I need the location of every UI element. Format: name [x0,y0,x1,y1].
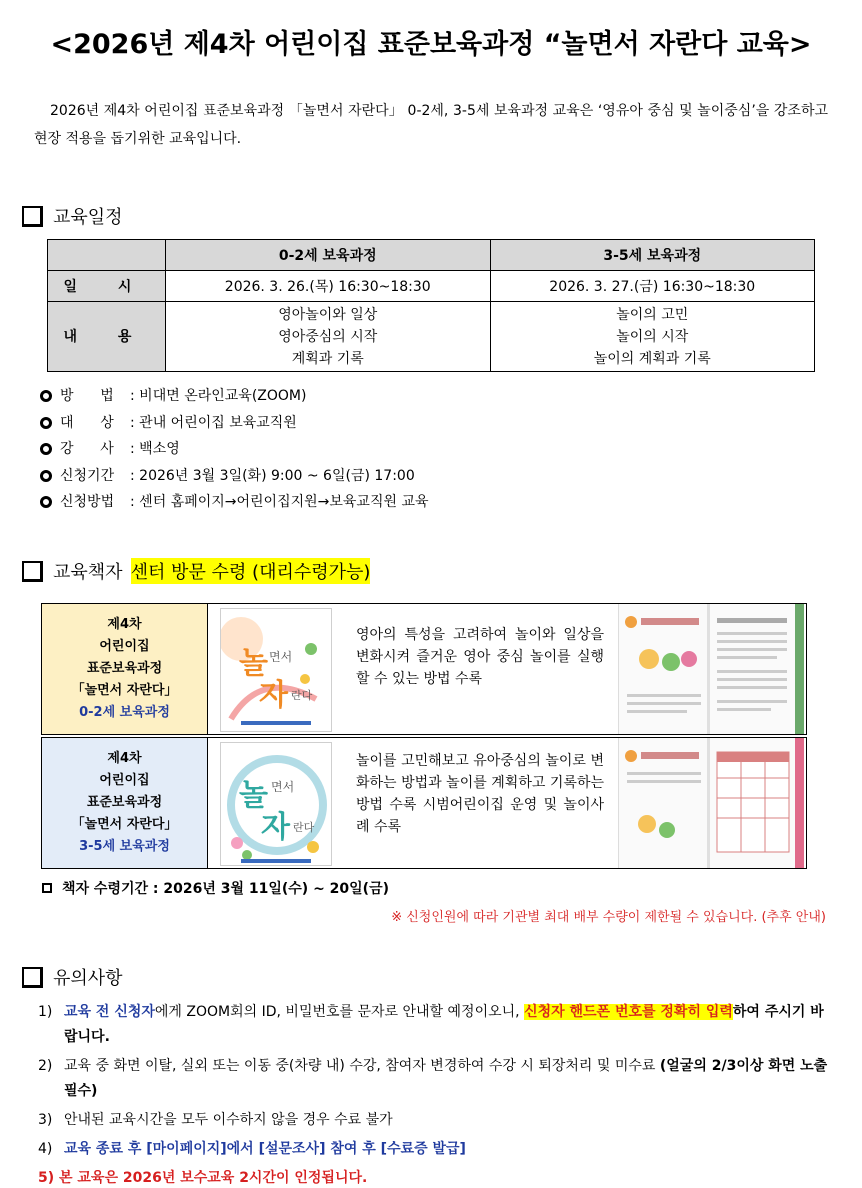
bullet-circle-icon [40,496,52,508]
list-item [38,1108,830,1133]
checkbox-square-icon [22,967,43,988]
book-label-line: 제4차 [107,617,142,632]
row-header-content: 내 용 [48,302,166,372]
content-line: 영아중심의 시작 [278,328,378,345]
svg-text:놀: 놀 [239,646,268,681]
page-title: <2026년 제4차 어린이집 표준보육과정 “놀면서 자란다 교육> [50,29,812,60]
content-line: 놀이의 고민 [616,306,689,323]
book-period [42,878,389,898]
book-label-line: 「놀면서 자란다」 [71,683,178,698]
content-0-2 [166,302,491,372]
book-inner-page-image [618,738,804,868]
book-description: 놀이를 고민해보고 유아중심의 놀이로 변화하는 방법과 놀이를 계획하고 기록하는 방법 수록 시범어린이집 운영 및 놀이사례 수록 [356,753,604,835]
list-item [38,1137,830,1162]
books-heading-highlight: 센터 방문 수령 (대리수령가능) [131,558,371,584]
detail-value: 관내 어린이집 보육교직원 [139,414,297,431]
schedule-heading-label: 교육일정 [53,207,123,228]
list-item: 강 사 : 백소영 [40,436,429,463]
note-plain-bold: (얼굴의 2/3이상 화면 노출 필수) [64,1058,828,1099]
bullet-circle-icon [40,443,52,455]
book-label [42,738,208,868]
book-label-line: 제4차 [107,751,142,766]
note-text: 안내된 교육시간을 모두 이수하지 않을 경우 수료 불가 [64,1112,393,1128]
detail-label: 신청기간 [60,467,115,484]
row-header-date: 일 시 [48,271,166,302]
col-header-3-5: 3-5세 보육과정 [490,240,815,271]
note-emphasis: 교육 전 신청자 [64,1004,155,1020]
content-line: 놀이의 시작 [616,328,689,345]
detail-label: 신청방법 [60,494,115,510]
details-list [40,383,429,516]
notes-heading [22,964,123,990]
bullet-square-icon [42,883,52,893]
list-item [38,1000,830,1050]
checkbox-square-icon [22,561,43,582]
bullet-circle-icon [40,390,52,402]
svg-text:면서: 면서 [271,780,295,794]
book-label-sub: 3-5세 보육과정 [79,839,170,854]
book-label-line: 표준보육과정 [86,661,163,676]
book-cover-image [220,608,332,732]
svg-text:자: 자 [259,678,288,713]
date-3-5: 2026. 3. 27.(금) 16:30~18:30 [490,271,815,302]
book-label-line: 표준보육과정 [86,795,163,810]
detail-value: 2026년 3월 3일(화) 9:00 ~ 6일(금) 17:00 [139,467,415,484]
book-cover-image [220,742,332,866]
content-line: 놀이의 계획과 기록 [593,350,711,367]
book-description: 영아의 특성을 고려하여 놀이와 일상을 변화시켜 즐거운 영아 중심 놀이를 실행할 수 있는 방법 수록 [356,627,604,687]
note-plain-bold: 하여 주시기 바랍니다. [64,1004,824,1045]
note-text: 교육 종료 후 [마이페이지]에서 [설문조사] 참여 후 [수료증 발급] [64,1141,466,1157]
notes-list [38,1000,830,1188]
intro-text: 2026년 제4차 어린이집 표준보육과정 「놀면서 자란다」 0-2세, 3-5세 보육과정 교육은 ‘영유아 중심 및 놀이중심’을 강조하고 현장 적용을 돕기위한 교육입니다. [34,103,828,147]
col-header-0-2: 0-2세 보육과정 [166,240,491,271]
bullet-circle-icon [40,417,52,429]
note-number: 3) [38,1112,53,1128]
list-item: 방 법 : 비대면 온라인교육(ZOOM) [40,383,429,410]
list-item [38,1054,830,1104]
svg-text:면서: 면서 [269,650,293,664]
note-number: 1) [38,1004,53,1020]
list-item: 신청방법 : 센터 홈페이지→어린이집지원→보육교직원 교육 [40,489,429,516]
list-item: 5) 본 교육은 2026년 보수교육 2시간이 인정됩니다. [38,1170,368,1186]
checkbox-square-icon [22,206,43,227]
note-text [64,1054,830,1104]
notes-heading-label: 유의사항 [53,968,123,989]
content-line: 영아놀이와 일상 [278,306,378,323]
svg-text:란다: 란다 [293,821,315,834]
book-label-line: 「놀면서 자란다」 [71,817,178,832]
book-label [42,604,208,734]
note-number: 4) [38,1141,53,1157]
svg-text:란다: 란다 [291,689,313,702]
bullet-circle-icon [40,470,52,482]
note-plain: 에게 ZOOM회의 ID, 비밀번호를 문자로 안내할 예정이오니, [154,1004,525,1020]
detail-value: 비대면 온라인교육(ZOOM) [139,388,307,404]
schedule-heading [22,203,123,229]
svg-text:놀: 놀 [239,778,268,813]
detail-value: 센터 홈페이지→어린이집지원→보육교직원 교육 [139,494,429,510]
detail-label: 강 사 [60,441,114,457]
note-plain: 교육 중 화면 이탈, 실외 또는 이동 중(차량 내) 수강, 참여자 변경하여 수강 시 퇴장처리 및 미수료 [64,1058,660,1074]
detail-label: 방 법 [60,388,114,404]
content-line: 계획과 기록 [291,350,364,367]
book-period-text: 책자 수령기간 : 2026년 3월 11일(수) ~ 20일(금) [62,881,389,897]
note-highlight: 신청자 핸드폰 번호를 정확히 입력 [524,1004,733,1020]
detail-label: 대 상 [60,414,114,431]
detail-value: 백소영 [139,441,180,457]
book-label-line: 어린이집 [99,639,150,654]
book-row-3-5 [41,737,807,869]
note-number: 2) [38,1058,53,1074]
book-row-0-2 [41,603,807,735]
date-0-2: 2026. 3. 26.(목) 16:30~18:30 [166,271,491,302]
schedule-table [47,239,815,372]
list-item: 신청기간 : 2026년 3월 3일(화) 9:00 ~ 6일(금) 17:00 [40,463,429,490]
books-heading-label: 교육책자 [53,562,123,583]
book-inner-page-image [618,604,804,734]
table-corner [48,240,166,271]
book-warning: ※ 신청인원에 따라 기관별 최대 배부 수량이 제한될 수 있습니다. (추후 안내) [391,910,826,925]
book-label-line: 어린이집 [99,773,150,788]
note-text [64,1000,830,1050]
book-label-sub: 0-2세 보육과정 [79,705,170,720]
list-item: 대 상 : 관내 어린이집 보육교직원 [40,410,429,437]
books-heading [22,558,370,584]
svg-text:자: 자 [261,810,290,845]
content-3-5 [490,302,815,372]
